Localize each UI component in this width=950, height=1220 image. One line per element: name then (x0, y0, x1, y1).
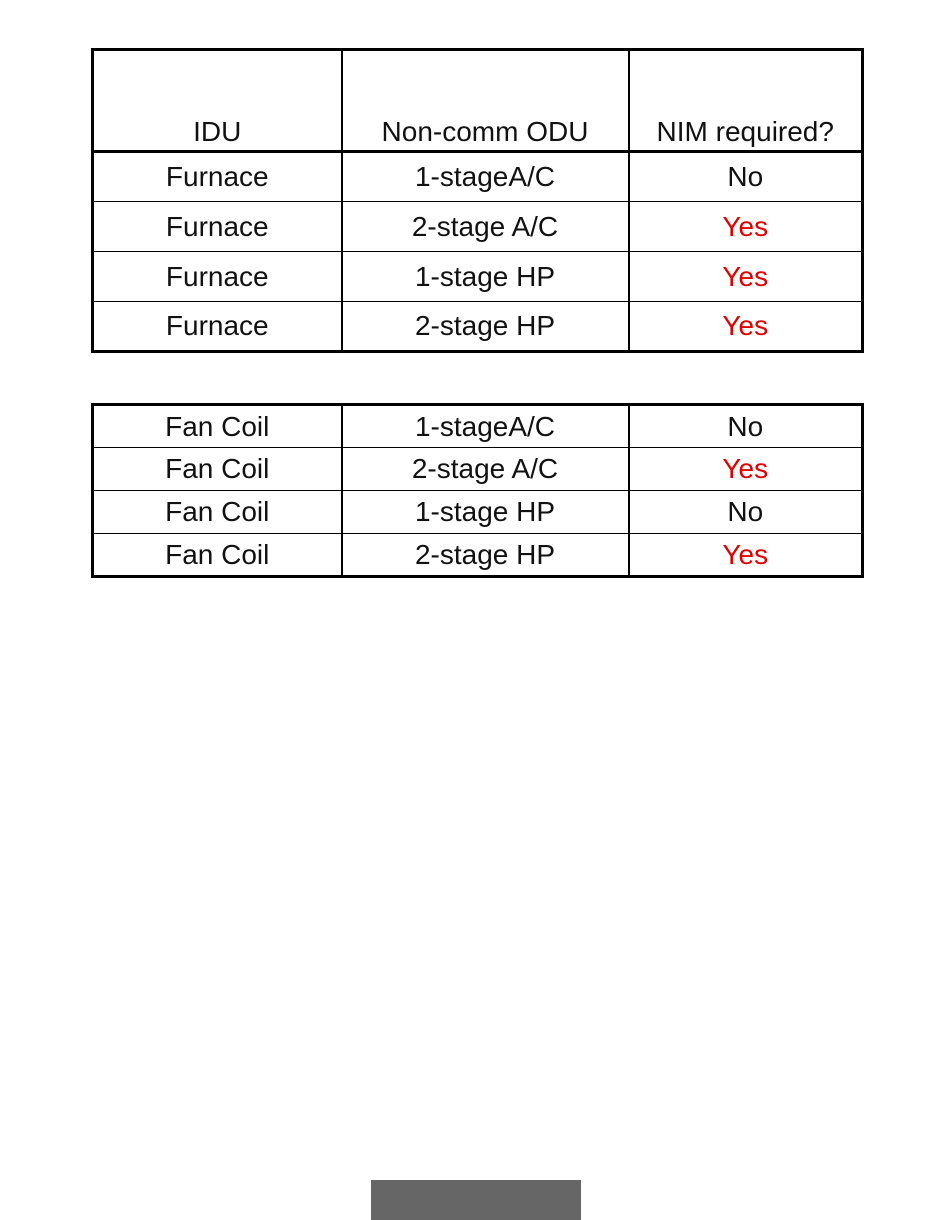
odu-cell: 2-stage A/C (342, 202, 629, 252)
odu-cell: 1-stageA/C (342, 152, 629, 202)
idu-cell: Fan Coil (93, 448, 342, 491)
table-row (93, 534, 863, 577)
header-nim-required: NIM required? (629, 50, 863, 152)
nim-cell: No (629, 405, 863, 448)
table-row (93, 152, 863, 202)
nim-cell: Yes (629, 302, 863, 352)
table-row (93, 202, 863, 252)
idu-cell: Furnace (93, 302, 342, 352)
fan-coil-nim-table (91, 403, 864, 578)
nim-cell: Yes (629, 534, 863, 577)
nim-cell: Yes (629, 448, 863, 491)
odu-cell: 1-stage HP (342, 491, 629, 534)
odu-cell: 2-stage A/C (342, 448, 629, 491)
nim-cell: Yes (629, 202, 863, 252)
odu-cell: 1-stageA/C (342, 405, 629, 448)
furnace-nim-table (91, 48, 864, 353)
idu-cell: Furnace (93, 152, 342, 202)
odu-cell: 2-stage HP (342, 534, 629, 577)
odu-cell: 1-stage HP (342, 252, 629, 302)
header-non-comm-odu: Non-comm ODU (342, 50, 629, 152)
table-row (93, 448, 863, 491)
table-row (93, 405, 863, 448)
table-header-row (93, 50, 863, 152)
idu-cell: Furnace (93, 202, 342, 252)
nim-cell: No (629, 491, 863, 534)
nim-cell: Yes (629, 252, 863, 302)
table-row (93, 491, 863, 534)
idu-cell: Fan Coil (93, 534, 342, 577)
idu-cell: Fan Coil (93, 405, 342, 448)
idu-cell: Furnace (93, 252, 342, 302)
header-idu: IDU (93, 50, 342, 152)
table-row (93, 252, 863, 302)
footer-bar (371, 1180, 581, 1220)
table-row (93, 302, 863, 352)
odu-cell: 2-stage HP (342, 302, 629, 352)
idu-cell: Fan Coil (93, 491, 342, 534)
nim-cell: No (629, 152, 863, 202)
